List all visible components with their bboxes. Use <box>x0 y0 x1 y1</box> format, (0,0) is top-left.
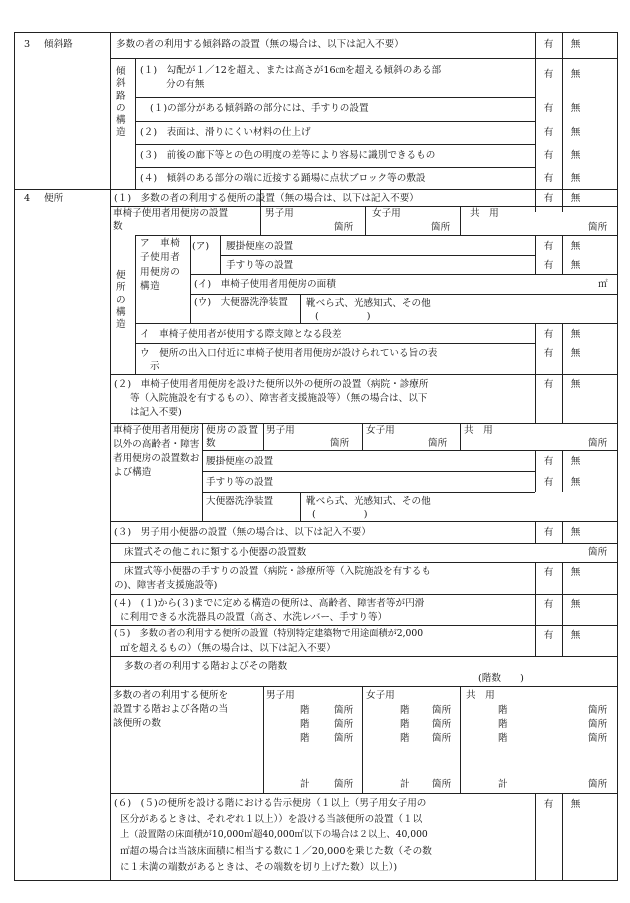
row-label: 設置する階および各階の当 <box>113 704 229 715</box>
count-unit[interactable]: 箇所 <box>334 719 354 730</box>
rule <box>14 32 15 880</box>
item-text: (３) 前後の廊下等との色の明度の差等により容易に識別できるもの <box>140 150 436 161</box>
no-option[interactable]: 無 <box>570 260 581 271</box>
rule <box>110 594 618 595</box>
yes-option[interactable]: 有 <box>543 456 554 467</box>
rule <box>135 97 535 98</box>
shared-label: 共 用 <box>470 208 499 219</box>
item-text: (１) 勾配が１／12を超え、または高さが16㎝を超える傾斜のある部 <box>140 65 442 76</box>
count-unit[interactable]: 箇所 <box>334 705 354 716</box>
count-unit[interactable]: 箇所 <box>588 779 608 790</box>
section-number: 4 <box>24 193 31 204</box>
row-label: 多数の者の利用する便所を <box>113 690 229 701</box>
rule <box>110 32 111 880</box>
group-label: 傾斜路の構造 <box>116 66 126 139</box>
rule <box>220 255 535 256</box>
yes-option[interactable]: 有 <box>543 527 554 538</box>
rule <box>617 32 618 880</box>
no-option[interactable]: 無 <box>570 456 581 467</box>
item-text: (２) 表面は、滑りにくい材料の仕上げ <box>140 127 311 138</box>
count-unit[interactable]: 箇所 <box>334 222 354 233</box>
flush-options[interactable]: 靴べら式、光感知式、その他 <box>306 496 431 507</box>
question-text: (４) (１)から(３)までに定める構造の便所は、高齢者、障害者等が円滑 <box>114 598 425 609</box>
rule <box>202 471 535 472</box>
no-option[interactable]: 無 <box>570 69 581 80</box>
no-option[interactable]: 無 <box>570 567 581 578</box>
men-label: 男子用 <box>266 690 295 701</box>
yes-option[interactable]: 有 <box>543 69 554 80</box>
no-option[interactable]: 無 <box>570 127 581 138</box>
count-unit[interactable]: 箇所 <box>334 779 354 790</box>
yes-option[interactable]: 有 <box>543 193 554 204</box>
flush-options[interactable]: 靴べら式、光感知式、その他 <box>306 298 431 309</box>
total-label: 計 <box>300 779 310 790</box>
floor-unit[interactable]: 階 <box>498 719 508 730</box>
item-text: 手すり等の設置 <box>206 477 274 488</box>
rule <box>135 323 618 324</box>
total-label: 計 <box>400 779 410 790</box>
no-option[interactable]: 無 <box>570 477 581 488</box>
count-unit[interactable]: 箇所 <box>334 733 354 744</box>
rule <box>362 423 363 450</box>
item-text: 示 <box>150 361 160 372</box>
women-label: 女子用 <box>372 208 401 219</box>
yes-option[interactable]: 有 <box>543 260 554 271</box>
yes-option[interactable]: 有 <box>543 150 554 161</box>
item-text: (１)の部分がある傾斜路の部分には、手すりの設置 <box>150 103 369 114</box>
no-option[interactable]: 無 <box>570 103 581 114</box>
rule <box>14 32 618 33</box>
count-unit[interactable]: 箇所 <box>432 733 452 744</box>
yes-option[interactable]: 有 <box>543 477 554 488</box>
group-label: 便所の構造 <box>116 270 126 331</box>
count-unit[interactable]: 箇所 <box>431 222 451 233</box>
yes-option[interactable]: 有 <box>543 127 554 138</box>
section-title: 便所 <box>44 193 64 204</box>
count-unit[interactable]: 箇所 <box>432 705 452 716</box>
rule <box>110 521 618 522</box>
item-number: (ア) <box>192 241 210 252</box>
item-text: 手すり等の設置 <box>226 260 294 271</box>
item-text: 大便器洗浄装置 <box>206 496 274 507</box>
floor-unit[interactable]: 階 <box>400 733 410 744</box>
count-unit[interactable]: 箇所 <box>588 733 608 744</box>
rule <box>362 686 363 793</box>
rule <box>135 235 618 236</box>
item-text: イ 車椅子使用者が使用する際支障となる段差 <box>140 329 342 340</box>
item-text: 分の有無 <box>166 79 205 90</box>
yes-option[interactable]: 有 <box>543 567 554 578</box>
rule <box>135 343 535 344</box>
floor-unit[interactable]: 階 <box>300 705 310 716</box>
item-text: ウ 便所の出入口付近に車椅子使用者用便房が設けられている旨の表 <box>140 348 438 359</box>
row-label: 数 <box>113 221 123 232</box>
row-label: 多数の者の利用する階およびその階数 <box>124 661 288 672</box>
question-text: は記入不要) <box>130 407 182 418</box>
no-option[interactable]: 無 <box>570 630 581 641</box>
row-label: 床置式その他これに類する小便器の設置数 <box>124 547 307 558</box>
rule <box>110 656 618 657</box>
row-label: の)、障害者支援施設等) <box>114 580 218 591</box>
rule <box>110 625 618 626</box>
other-blank[interactable]: ( ) <box>315 311 371 322</box>
rule <box>460 686 461 793</box>
yes-option[interactable]: 有 <box>543 39 554 50</box>
women-label: 女子用 <box>366 425 395 436</box>
item-text: (イ) 車椅子使用者用便房の面積 <box>194 279 336 290</box>
question-text: (５) 多数の者の利用する便所の設置（特別特定建築物で用途面積が2,000 <box>114 628 424 639</box>
question-text: 区分があるときは、それぞれ１以上））を設ける当該便所の設置（１以 <box>120 814 423 825</box>
yes-option[interactable]: 有 <box>543 241 554 252</box>
no-option[interactable]: 無 <box>570 348 581 359</box>
count-unit[interactable]: 箇所 <box>588 719 608 730</box>
question-text: に１未満の端数があるときは、その端数を切り上げた数）以上）) <box>120 862 398 873</box>
count-unit[interactable]: 箇所 <box>432 779 452 790</box>
yes-option[interactable]: 有 <box>543 348 554 359</box>
section-number: 3 <box>24 39 31 50</box>
yes-option[interactable]: 有 <box>543 379 554 390</box>
question-text: (３) 男子用小便器の設置（無の場合は、以下は記入不要） <box>114 527 371 538</box>
floor-unit[interactable]: 階 <box>498 705 508 716</box>
no-option[interactable]: 無 <box>570 799 581 810</box>
yes-option[interactable]: 有 <box>543 799 554 810</box>
count-unit[interactable]: 箇所 <box>432 719 452 730</box>
no-option[interactable]: 無 <box>570 39 581 50</box>
item-text: 腰掛便座の設置 <box>206 456 274 467</box>
question-text: 多数の者の利用する傾斜路の設置（無の場合は、以下は記入不要） <box>116 39 404 50</box>
question-text: (２) 車椅子使用者用便房を設けた便所以外の便所の設置（病院・診療所 <box>114 379 429 390</box>
yes-option[interactable]: 有 <box>543 329 554 340</box>
no-option[interactable]: 無 <box>570 150 581 161</box>
floor-unit[interactable]: 階 <box>300 733 310 744</box>
question-text: 等（入院施設を有するもの）、障害者支援施設等）（無の場合は、以下 <box>130 393 428 404</box>
rule <box>135 167 535 168</box>
row-label: 便房の設置数 <box>206 425 259 450</box>
other-blank[interactable]: ( ) <box>312 509 368 520</box>
no-option[interactable]: 無 <box>570 173 581 184</box>
rule <box>202 492 535 493</box>
rule <box>263 423 264 450</box>
rule <box>220 235 221 274</box>
no-option[interactable]: 無 <box>570 599 581 610</box>
no-option[interactable]: 無 <box>570 379 581 390</box>
count-unit[interactable]: 箇所 <box>330 438 350 449</box>
total-label: 計 <box>498 779 508 790</box>
no-option[interactable]: 無 <box>570 241 581 252</box>
yes-option[interactable]: 有 <box>543 599 554 610</box>
no-option[interactable]: 無 <box>570 527 581 538</box>
count-unit[interactable]: 箇所 <box>588 222 608 233</box>
rule <box>110 543 618 544</box>
yes-option[interactable]: 有 <box>543 103 554 114</box>
rule <box>135 235 136 374</box>
rule <box>135 58 136 189</box>
rule <box>300 492 301 521</box>
yes-option[interactable]: 有 <box>543 173 554 184</box>
section-title: 傾斜路 <box>44 39 73 50</box>
rule <box>110 793 618 794</box>
rule <box>263 686 264 793</box>
area-unit[interactable]: ㎡ <box>598 279 608 290</box>
rule <box>14 880 618 881</box>
rule <box>365 206 366 235</box>
item-text: (４) 傾斜のある部分の端に近接する踊場に点状ブロック等の敷設 <box>140 173 426 184</box>
rule <box>110 562 618 563</box>
men-label: 男子用 <box>266 425 295 436</box>
count-unit[interactable]: 箇所 <box>588 547 608 558</box>
sub-group-label: ア 車椅子使用者用便房の構造 <box>140 238 181 293</box>
question-text: に利用できる水洗器具の設置（高さ、水洗レバー、手すり等） <box>120 612 388 623</box>
rule <box>202 450 618 451</box>
group-label: 車椅子使用者用便房以外の高齢者・障害者用便房の設置数および構造 <box>113 425 200 478</box>
floor-unit[interactable]: 階 <box>400 705 410 716</box>
rule <box>190 294 618 295</box>
item-text: 腰掛便座の設置 <box>226 241 294 252</box>
row-label: 該便所の数 <box>113 718 161 729</box>
no-option[interactable]: 無 <box>570 329 581 340</box>
rule <box>110 374 618 375</box>
count-unit[interactable]: 箇所 <box>588 705 608 716</box>
rule <box>14 189 618 190</box>
item-text: (ウ) 大便器洗浄装置 <box>194 297 288 308</box>
no-option[interactable]: 無 <box>570 193 581 204</box>
rule <box>300 294 301 323</box>
women-label: 女子用 <box>366 690 395 701</box>
floor-unit[interactable]: 階 <box>400 719 410 730</box>
row-label: 車椅子使用者用便房の設置 <box>113 208 229 219</box>
rule <box>460 423 461 450</box>
rule <box>110 686 618 687</box>
question-text: (１) 多数の者の利用する便所の設置（無の場合は、以下は記入不要） <box>114 193 419 204</box>
rule <box>460 206 461 235</box>
floors-count[interactable]: (階数 ) <box>478 673 524 684</box>
rule <box>135 121 535 122</box>
row-label: 床置式等小便器の手すりの設置（病院・診療所等（入院施設を有するも <box>124 566 431 577</box>
count-unit[interactable]: 箇所 <box>588 438 608 449</box>
men-label: 男子用 <box>265 208 294 219</box>
rule <box>202 423 203 521</box>
yes-option[interactable]: 有 <box>543 630 554 641</box>
rule <box>110 58 618 59</box>
floor-unit[interactable]: 階 <box>300 719 310 730</box>
rule <box>190 274 618 275</box>
rule <box>135 144 535 145</box>
floor-unit[interactable]: 階 <box>498 733 508 744</box>
question-text: (６) (５)の便所を設ける階における告示便房（１以上（男子用女子用の <box>114 798 427 809</box>
shared-label: 共 用 <box>464 425 493 436</box>
count-unit[interactable]: 箇所 <box>428 438 448 449</box>
question-text: ㎡を超えるもの）（無の場合は、以下は記入不要） <box>120 643 336 654</box>
shared-label: 共 用 <box>466 690 495 701</box>
question-text: 上（設置階の床面積が10,000㎡超40,000㎡以下の場合は２以上、40,000 <box>120 829 428 840</box>
rule <box>190 235 191 323</box>
question-text: ㎡超の場合は当該床面積に相当する数に１／20,000を乗じた数（その数 <box>120 846 432 857</box>
